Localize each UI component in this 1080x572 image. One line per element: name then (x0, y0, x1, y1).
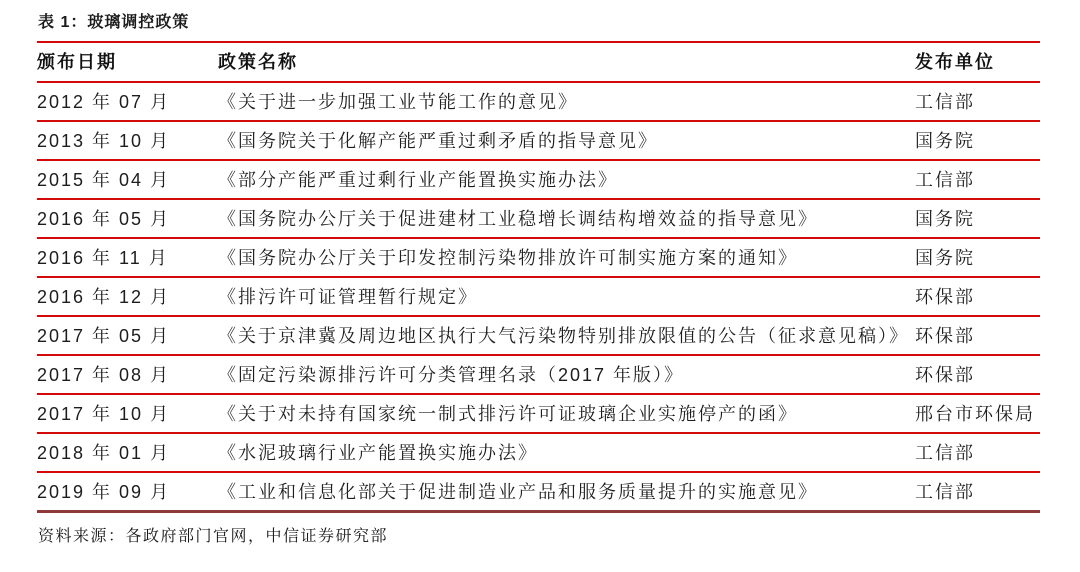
report-table-page (37, 6, 1043, 546)
unit-cell: 环保部 (915, 277, 1040, 316)
table-row (37, 160, 1040, 199)
date-cell: 2019 年 09 月 (37, 472, 218, 512)
policy-cell: 《部分产能严重过剩行业产能置换实施办法》 (218, 160, 915, 199)
table-row (37, 82, 1040, 121)
table-row (37, 316, 1040, 355)
policy-cell: 《工业和信息化部关于促进制造业产品和服务质量提升的实施意见》 (218, 472, 915, 512)
col-header-unit: 发布单位 (915, 42, 1040, 82)
table-row (37, 121, 1040, 160)
unit-cell: 工信部 (915, 82, 1040, 121)
policy-cell: 《国务院关于化解产能严重过剩矛盾的指导意见》 (218, 121, 915, 160)
table-row (37, 238, 1040, 277)
unit-cell: 工信部 (915, 160, 1040, 199)
policy-cell: 《关于京津冀及周边地区执行大气污染物特别排放限值的公告（征求意见稿）》 (218, 316, 915, 355)
date-cell: 2013 年 10 月 (37, 121, 218, 160)
date-cell: 2012 年 07 月 (37, 82, 218, 121)
policy-cell: 《排污许可证管理暂行规定》 (218, 277, 915, 316)
date-cell: 2018 年 01 月 (37, 433, 218, 472)
date-cell: 2017 年 08 月 (37, 355, 218, 394)
table-row (37, 355, 1040, 394)
header-row (37, 42, 1040, 82)
table-header (37, 42, 1040, 82)
date-cell: 2017 年 10 月 (37, 394, 218, 433)
table-row (37, 199, 1040, 238)
date-cell: 2017 年 05 月 (37, 316, 218, 355)
table-body (37, 82, 1040, 512)
date-cell: 2016 年 12 月 (37, 277, 218, 316)
unit-cell: 邢台市环保局 (915, 394, 1040, 433)
policy-cell: 《国务院办公厅关于促进建材工业稳增长调结构增效益的指导意见》 (218, 199, 915, 238)
unit-cell: 环保部 (915, 316, 1040, 355)
table-row (37, 472, 1040, 512)
col-header-date: 颁布日期 (37, 42, 218, 82)
unit-cell: 环保部 (915, 355, 1040, 394)
unit-cell: 国务院 (915, 121, 1040, 160)
unit-cell: 工信部 (915, 472, 1040, 512)
policy-table (37, 41, 1040, 513)
policy-cell: 《关于对未持有国家统一制式排污许可证玻璃企业实施停产的函》 (218, 394, 915, 433)
policy-cell: 《关于进一步加强工业节能工作的意见》 (218, 82, 915, 121)
date-cell: 2016 年 11 月 (37, 238, 218, 277)
table-row (37, 394, 1040, 433)
date-cell: 2015 年 04 月 (37, 160, 218, 199)
date-cell: 2016 年 05 月 (37, 199, 218, 238)
unit-cell: 工信部 (915, 433, 1040, 472)
policy-cell: 《固定污染源排污许可分类管理名录（2017 年版）》 (218, 355, 915, 394)
policy-cell: 《国务院办公厅关于印发控制污染物排放许可制实施方案的通知》 (218, 238, 915, 277)
source-note: 资料来源：各政府部门官网，中信证券研究部 (38, 528, 389, 545)
col-header-policy: 政策名称 (218, 42, 915, 82)
table-row (37, 277, 1040, 316)
unit-cell: 国务院 (915, 238, 1040, 277)
unit-cell: 国务院 (915, 199, 1040, 238)
table-title: 表 1：玻璃调控政策 (38, 14, 190, 31)
table-row (37, 433, 1040, 472)
policy-cell: 《水泥玻璃行业产能置换实施办法》 (218, 433, 915, 472)
